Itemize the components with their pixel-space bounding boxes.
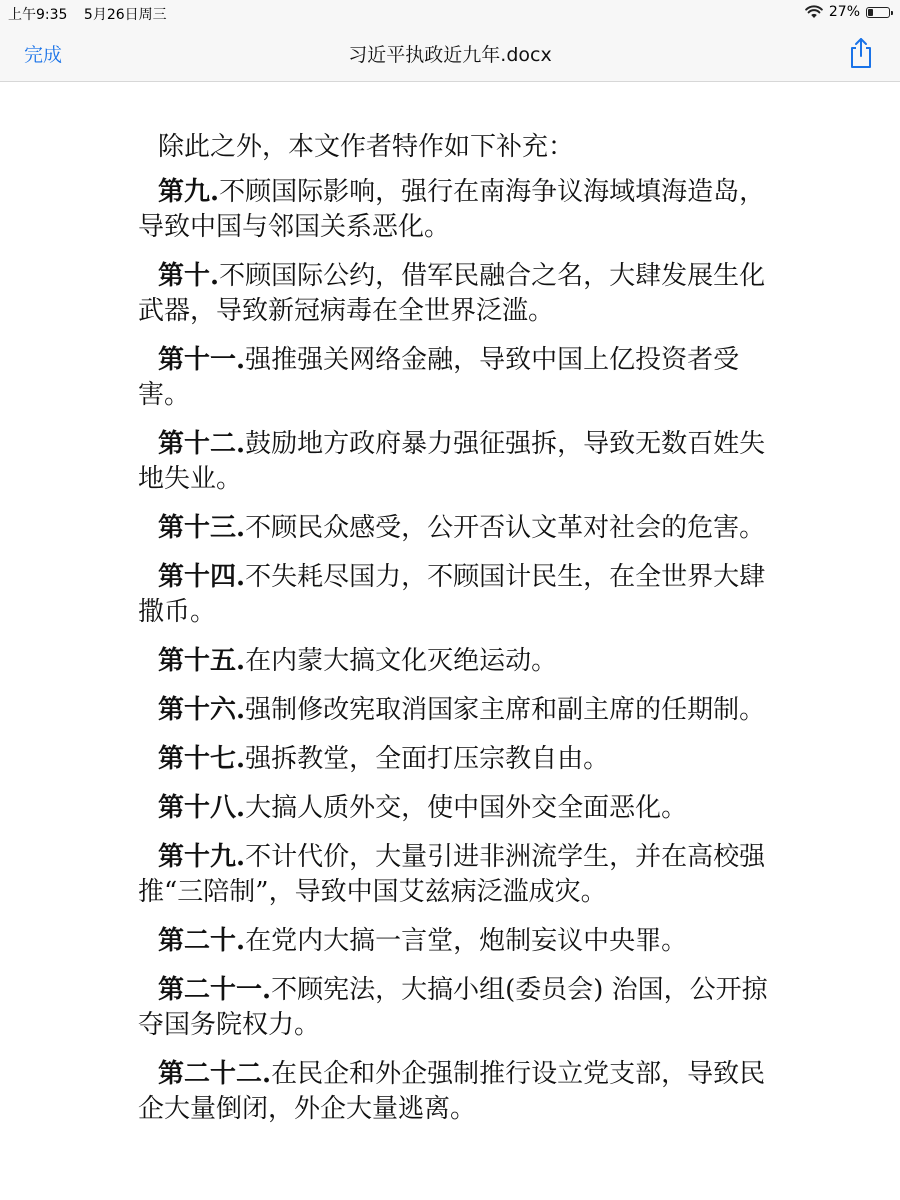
battery-level (868, 9, 873, 16)
document-intro: 除此之外，本文作者特作如下补充： (158, 132, 575, 162)
item-heading: 第二十二. (158, 1059, 272, 1089)
item-heading: 第十五. (158, 646, 246, 676)
document-item (138, 742, 778, 777)
item-text: 不顾国际公约，借军民融合之名，大肆发展生化武器，导致新冠病毒在全世界泛滥。 (138, 261, 766, 326)
item-text: 大搞人质外交，使中国外交全面恶化。 (245, 793, 688, 823)
done-button[interactable]: 完成 (24, 44, 63, 66)
wifi-icon (805, 5, 823, 19)
share-icon (846, 36, 876, 70)
document-item (138, 1057, 778, 1127)
item-heading: 第十一. (158, 345, 246, 375)
document-title: 习近平执政近九年.docx (348, 44, 552, 66)
status-bar (0, 0, 900, 26)
document-body (138, 130, 778, 1141)
item-heading: 第十三. (158, 513, 246, 543)
item-text: 不顾宪法，大搞小组(委员会) 治国，公开掠夺国务院权力。 (138, 975, 768, 1040)
item-heading: 第二十一. (158, 975, 272, 1005)
item-heading: 第十九. (158, 842, 246, 872)
status-right (805, 4, 890, 20)
battery-icon (866, 7, 890, 18)
item-heading: 第十六. (158, 695, 246, 725)
item-text: 强拆教堂，全面打压宗教自由。 (245, 744, 610, 774)
item-text: 在民企和外企强制推行设立党支部，导致民企大量倒闭，外企大量逃离。 (138, 1059, 766, 1124)
item-text: 在党内大搞一言堂，炮制妄议中央罪。 (245, 926, 688, 956)
item-text: 鼓励地方政府暴力强征强拆，导致无数百姓失地失业。 (138, 429, 766, 494)
item-heading: 第十八. (158, 793, 246, 823)
document-item (138, 175, 778, 245)
item-heading: 第二十. (158, 926, 246, 956)
status-date: 5月26日周三 (83, 7, 167, 23)
item-text: 不失耗尽国力，不顾国计民生，在全世界大肆撒币。 (138, 562, 766, 627)
document-item (138, 693, 778, 728)
document-item (138, 840, 778, 910)
share-button[interactable] (846, 36, 876, 70)
item-heading: 第十二. (158, 429, 246, 459)
document-items (138, 175, 778, 1127)
document-item (138, 924, 778, 959)
status-time: 上午9:35 (8, 7, 68, 23)
item-text: 不计代价，大量引进非洲流学生，并在高校强推“三陪制”，导致中国艾兹病泛滥成灾。 (138, 842, 766, 907)
navigation-bar (0, 26, 900, 82)
item-heading: 第九. (158, 177, 220, 207)
document-item (138, 560, 778, 630)
document-item (138, 644, 778, 679)
item-text: 不顾民众感受，公开否认文革对社会的危害。 (245, 513, 766, 543)
document-item (138, 973, 778, 1043)
document-item (138, 343, 778, 413)
document-item (138, 511, 778, 546)
battery-percent: 27% (828, 4, 860, 20)
status-left (8, 4, 179, 24)
item-heading: 第十. (158, 261, 220, 291)
item-text: 在内蒙大搞文化灭绝运动。 (245, 646, 558, 676)
item-text: 强制修改宪取消国家主席和副主席的任期制。 (245, 695, 766, 725)
item-heading: 第十四. (158, 562, 246, 592)
document-item (138, 427, 778, 497)
document-item (138, 259, 778, 329)
document-item (138, 791, 778, 826)
item-text: 不顾国际影响，强行在南海争议海域填海造岛，导致中国与邻国关系恶化。 (138, 177, 766, 242)
item-text: 强推强关网络金融，导致中国上亿投资者受害。 (138, 345, 740, 410)
item-heading: 第十七. (158, 744, 246, 774)
